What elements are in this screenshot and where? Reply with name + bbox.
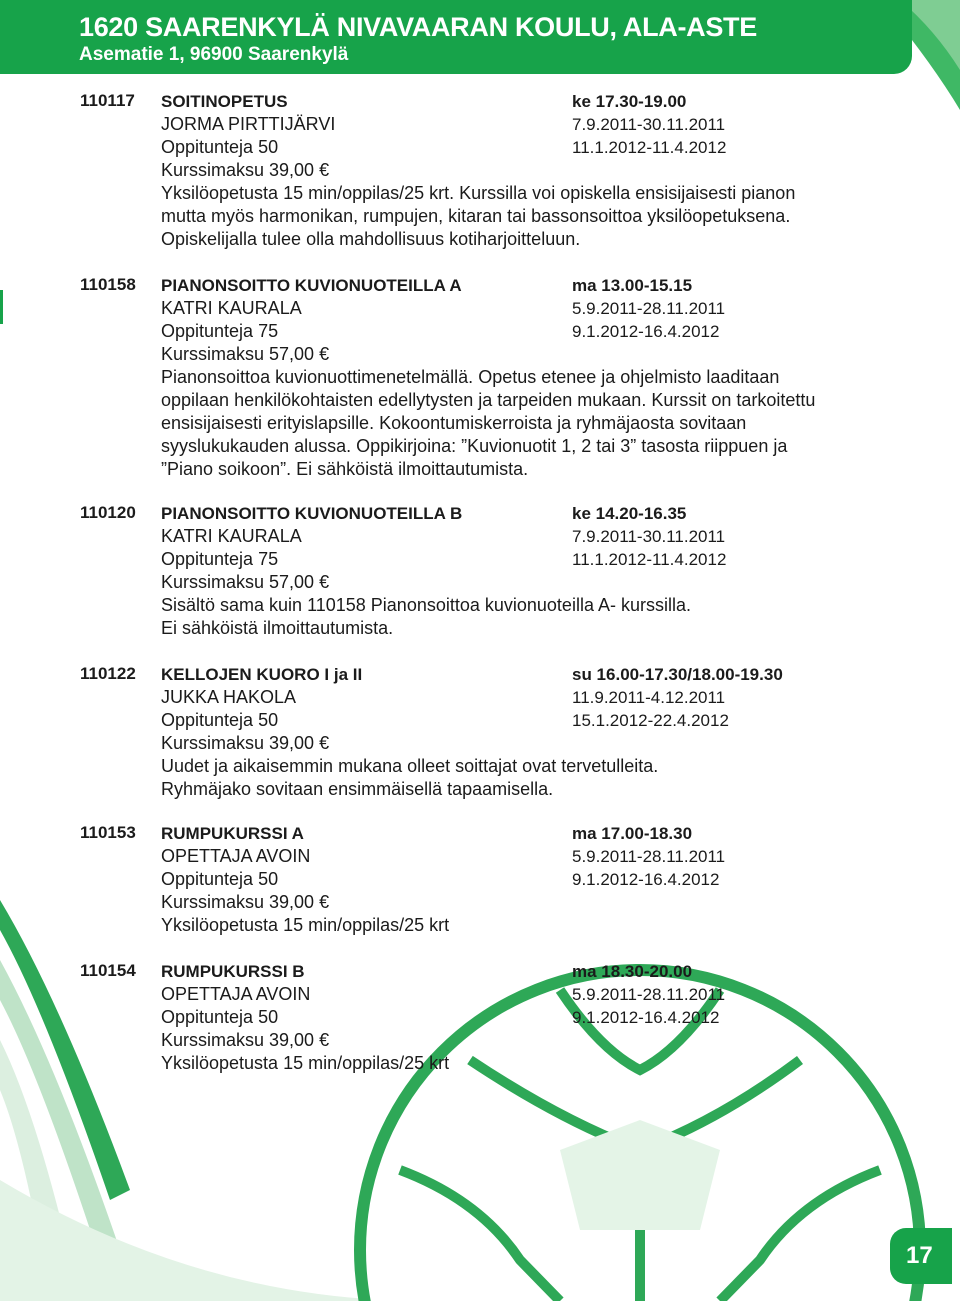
course-description-line: Yksilöopetusta 15 min/oppilas/25 krt. Kurssilla voi opiskella ensisijaisesti pianon xyxy=(161,183,796,203)
course-dates-spring: 9.1.2012-16.4.2012 xyxy=(572,322,720,341)
course-title: PIANONSOITTO KUVIONUOTEILLA A xyxy=(161,276,462,295)
course-title: RUMPUKURSSI B xyxy=(161,962,305,981)
course-code: 110120 xyxy=(80,503,136,522)
course-code: 110158 xyxy=(80,275,136,294)
course-time: ke 14.20-16.35 xyxy=(572,504,687,523)
side-marker xyxy=(0,290,3,324)
course-description-line: Yksilöopetusta 15 min/oppilas/25 krt xyxy=(161,915,450,935)
course-title: PIANONSOITTO KUVIONUOTEILLA B xyxy=(161,504,463,523)
course-description-line: ensisijaisesti erityislapsille. Kokoontumiskerroista ja ryhmäjaosta sovitaan xyxy=(161,413,747,433)
course-fee: Kurssimaksu 39,00 € xyxy=(161,733,330,753)
header-bar xyxy=(0,0,912,74)
course-dates-autumn: 5.9.2011-28.11.2011 xyxy=(572,299,726,318)
course-fee: Kurssimaksu 39,00 € xyxy=(161,160,330,180)
course-dates-spring: 11.1.2012-11.4.2012 xyxy=(572,138,727,157)
course-lessons: Oppitunteja 50 xyxy=(161,710,279,730)
course-time: ma 17.00-18.30 xyxy=(572,824,693,843)
course-teacher: KATRI KAURALA xyxy=(161,526,302,546)
course-fee: Kurssimaksu 57,00 € xyxy=(161,344,330,364)
course-code: 110117 xyxy=(80,91,135,110)
page-number-tab xyxy=(890,1228,952,1284)
page-subtitle: Asematie 1, 96900 Saarenkylä xyxy=(79,44,349,65)
course-dates-autumn: 5.9.2011-28.11.2011 xyxy=(572,985,726,1004)
course-description-line: syyslukukauden alussa. Oppikirjoina: ”Kuvionuotit 1, 2 tai 3” tasosta riippuen ja xyxy=(161,436,788,456)
course-dates-autumn: 5.9.2011-28.11.2011 xyxy=(572,847,726,866)
course-fee: Kurssimaksu 39,00 € xyxy=(161,1030,330,1050)
course-code: 110122 xyxy=(80,664,136,683)
course-time: su 16.00-17.30/18.00-19.30 xyxy=(572,665,783,684)
course-lessons: Oppitunteja 75 xyxy=(161,321,279,341)
course-description-line: mutta myös harmonikan, rumpujen, kitaran tai bassonsoittoa yksilöopetuksena. xyxy=(161,206,791,226)
course-fee: Kurssimaksu 39,00 € xyxy=(161,892,330,912)
course-lessons: Oppitunteja 50 xyxy=(161,137,279,157)
course-description-line: Ryhmäjako sovitaan ensimmäisellä tapaamisella. xyxy=(161,779,554,799)
course-lessons: Oppitunteja 50 xyxy=(161,1007,279,1027)
course-code: 110153 xyxy=(80,823,136,842)
course-fee: Kurssimaksu 57,00 € xyxy=(161,572,330,592)
course-time: ke 17.30-19.00 xyxy=(572,92,687,111)
course-title: RUMPUKURSSI A xyxy=(161,824,304,843)
course-dates-spring: 9.1.2012-16.4.2012 xyxy=(572,1008,720,1027)
course-title: KELLOJEN KUORO I ja II xyxy=(161,665,363,684)
course-time: ma 18.30-20.00 xyxy=(572,962,693,981)
course-dates-autumn: 7.9.2011-30.11.2011 xyxy=(572,115,726,134)
course-description-line: Opiskelijalla tulee olla mahdollisuus kotiharjoitteluun. xyxy=(161,229,581,249)
page-title: 1620 SAARENKYLÄ NIVAVAARAN KOULU, ALA-ASTE xyxy=(79,12,757,42)
course-description-line: Pianonsoittoa kuvionuottimenetelmällä. Opetus etenee ja ohjelmisto laaditaan xyxy=(161,367,780,387)
course-dates-spring: 9.1.2012-16.4.2012 xyxy=(572,870,720,889)
course-lessons: Oppitunteja 75 xyxy=(161,549,279,569)
course-dates-spring: 11.1.2012-11.4.2012 xyxy=(572,550,727,569)
course-title: SOITINOPETUS xyxy=(161,92,288,111)
course-teacher: JUKKA HAKOLA xyxy=(161,687,297,707)
course-teacher: OPETTAJA AVOIN xyxy=(161,984,311,1004)
course-dates-autumn: 11.9.2011-4.12.2011 xyxy=(572,688,726,707)
course-description-line: Ei sähköistä ilmoittautumista. xyxy=(161,618,394,638)
page-number: 17 xyxy=(906,1242,933,1269)
course-lessons: Oppitunteja 50 xyxy=(161,869,279,889)
course-teacher: OPETTAJA AVOIN xyxy=(161,846,311,866)
course-description-line: Sisältö sama kuin 110158 Pianonsoittoa kuvionuoteilla A- kurssilla. xyxy=(161,595,691,615)
course-description-line: Yksilöopetusta 15 min/oppilas/25 krt xyxy=(161,1053,450,1073)
course-dates-autumn: 7.9.2011-30.11.2011 xyxy=(572,527,726,546)
course-teacher: JORMA PIRTTIJÄRVI xyxy=(161,114,336,134)
course-description-line: Uudet ja aikaisemmin mukana olleet soittajat ovat tervetulleita. xyxy=(161,756,659,776)
course-description-line: oppilaan henkilökohtaisten edellytysten ja tarpeiden mukaan. Kurssit on tarkoitettu xyxy=(161,390,816,410)
course-code: 110154 xyxy=(80,961,136,980)
course-teacher: KATRI KAURALA xyxy=(161,298,302,318)
course-description-line: ”Piano soikoon”. Ei sähköistä ilmoittautumista. xyxy=(161,459,529,479)
course-time: ma 13.00-15.15 xyxy=(572,276,693,295)
course-dates-spring: 15.1.2012-22.4.2012 xyxy=(572,711,729,730)
